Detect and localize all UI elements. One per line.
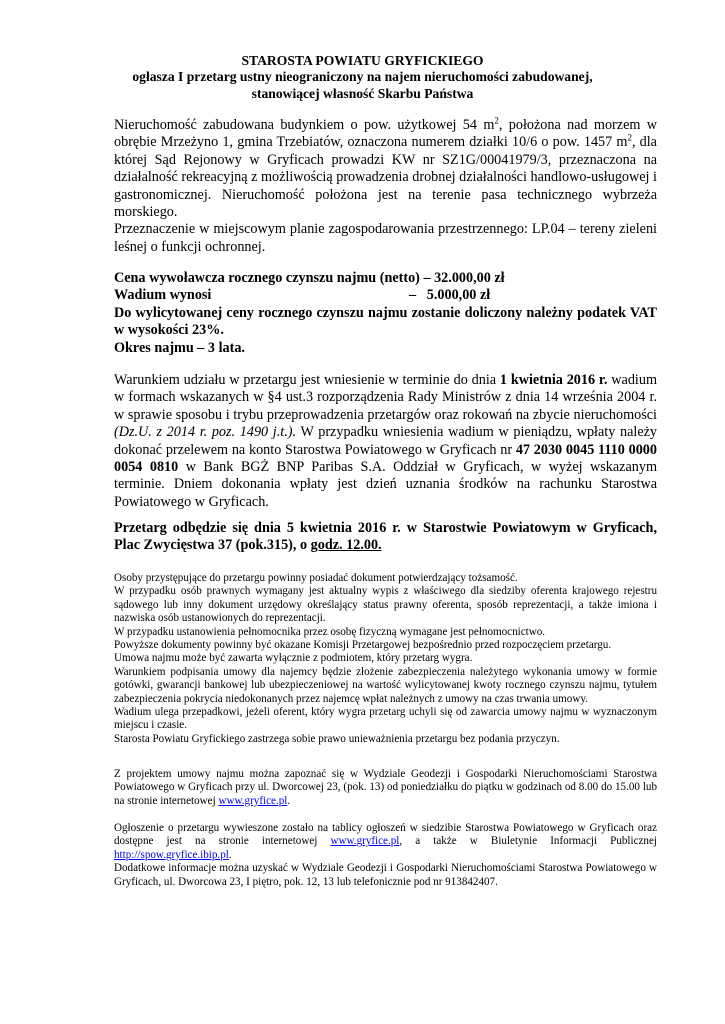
announcement-subtitle-2: stanowiącej własność Skarbu Państwa: [251, 86, 474, 101]
note-2: W przypadku osób prawnych wymagany jest aktualny wypis z właściwego dla siedziby oferenta krajowego rejestru sądowego lub inny dokument urzędowy określający status prawny oferenta, sposób reprezentacji, a także imiona i nazwiska osób ustanowionych do reprezentacji.: [114, 585, 657, 625]
property-text-b: , położona nad morzem w obrębie Mrzeżyno 1, gmina Trzebiatów, oznaczona numerem działki 10/6 o pow. 1457 m: [114, 117, 657, 151]
draft-text: Z projektem umowy najmu można zapoznać się w Wydziale Geodezji i Gospodarki Nieruchomościami Starostwa Powiatowego w Gryficach przy ul. Dworcowej 23, (pok. 13) od poniedziałku do piątku w godzinach od 8.00 do 15.00 lub na stronie internetowej: [114, 768, 657, 807]
zoning-paragraph: Przeznaczenie w miejscowym planie zagospodarowania przestrzennego: LP.04 – tereny zieleni leśnej o funkcji ochronnej.: [114, 221, 657, 255]
property-text-a: Nieruchomość zabudowana budynkiem o pow. użytkowej 54 m: [114, 117, 495, 133]
publication-info: [114, 822, 657, 889]
website-link[interactable]: www.gryfice.pl: [218, 794, 288, 807]
draft-contract-info: [114, 768, 657, 808]
participation-conditions: [114, 372, 657, 511]
period-line: Okres najmu – 3 lata.: [114, 339, 245, 356]
draft-end: .: [287, 794, 291, 807]
footer-text-c: .: [228, 848, 232, 861]
terms-block: [114, 270, 657, 357]
note-7: Wadium ulega przepadkowi, jeżeli oferent, który wygra przetarg uchyli się od zawarcia umowy najmu w wyznaczonym miejscu i czasie.: [114, 706, 657, 732]
note-3: W przypadku ustanowienia pełnomocnika przez osobę fizyczną wymagane jest pełnomocnictwo.: [114, 625, 546, 638]
notes-block: [114, 572, 657, 746]
bank-account-number: 47 2030 0045 1110 0000 0054 0810: [114, 441, 657, 476]
footer-text-a: Ogłoszenie o przetargu wywieszone zostało na tablicy ogłoszeń w siedzibie Starostwa Powiatowego w Gryficach oraz dostępne jest na stronie internetowej: [114, 822, 657, 848]
auction-notice: [114, 520, 657, 555]
deposit-label: Wadium wynosi: [114, 287, 212, 304]
auction-text: Przetarg odbędzie się dnia 5 kwietnia 2016 r. w Starostwie Powiatowym w Gryficach, Plac Zwycięstwa 37 (pok.315), o: [114, 520, 657, 554]
conditions-text-c: W przypadku wniesienia wadium w pieniądzu, wpłaty należy dokonać przelewem na konto Starostwa Powiatowego w Gryficach nr: [114, 424, 658, 458]
deposit-line: [114, 287, 657, 304]
note-4: Powyższe dokumenty powinny być okazane Komisji Przetargowej bezpośrednio przed rozpoczęciem przetargu.: [114, 639, 612, 652]
bip-link[interactable]: http://spow.gryfice.ibip.pl: [114, 848, 229, 861]
note-5: Umowa najmu może być zawarta wyłącznie z podmiotem, który przetarg wygra.: [114, 652, 473, 665]
deposit-value: – 5.000,00 zł: [409, 287, 491, 304]
website-link-2[interactable]: www.gryfice.pl: [330, 835, 400, 848]
conditions-text-b: wadium w formach wskazanych w §4 ust.3 rozporządzenia Rady Ministrów z dnia 14 września 2004 r. w sprawie sposobu i trybu przeprowadzenia przetargów oraz rokowań na zbycie nieruchomości: [114, 372, 657, 423]
legal-citation: (Dz.U. z 2014 r. poz. 1490 j.t.).: [114, 424, 297, 441]
note-8: Starosta Powiatu Gryfickiego zastrzega sobie prawo unieważnienia przetargu bez podania przyczyn.: [114, 732, 560, 745]
superscript-2: 2: [494, 115, 499, 126]
announcement-title: STAROSTA POWIATU GRYFICKIEGO: [241, 53, 484, 68]
conditions-text-d: w Bank BGŻ BNP Paribas S.A. Oddział w Gryficach, w wyżej wskazanym terminie. Dniem dokonania wpłaty jest dzień uznania środków na rachunku Starostwa Powiatowego w Gryficach.: [114, 459, 657, 510]
auction-time: godz. 12.00.: [310, 537, 382, 554]
footer-text-b: , a także w Biuletynie Informacji Publicznej: [399, 835, 657, 848]
conditions-text-a: Warunkiem udziału w przetargu jest wniesienie w terminie do dnia: [114, 372, 500, 388]
announcement-subtitle: ogłasza I przetarg ustny nieograniczony na najem nieruchomości zabudowanej,: [132, 69, 593, 84]
property-description: [114, 117, 657, 256]
deposit-deadline: 1 kwietnia 2016 r.: [499, 372, 608, 388]
note-6: Warunkiem podpisania umowy dla najemcy będzie złożenie zabezpieczenia należytego wykonania umowy w formie gotówki, gwarancji bankowej lub ubezpieczeniowej na wartość wylicytowanej kwoty rocznego czynszu najmu, tytułem zabezpieczenia pokrycia niedokonanych przez najemcę wpłat należnych z umowy na czas trwania umowy.: [114, 665, 657, 705]
vat-line: Do wylicytowanej ceny rocznego czynszu najmu zostanie doliczony należny podatek VAT w wysokości 23%.: [114, 304, 657, 339]
additional-info: Dodatkowe informacje można uzyskać w Wydziale Geodezji i Gospodarki Nieruchomościami Starostwa Powiatowego w Gryficach, ul. Dworcowa 23, I piętro, pok. 12, 13 lub telefonicznie pod nr 913842407.: [114, 862, 657, 888]
property-text-c: , dla której Sąd Rejonowy w Gryficach prowadzi KW nr SZ1G/00041979/3, przeznaczona na działalność rekreacyjną z możliwością prowadzenia drobnej działalności handlowo-usługowej i gastronomicznej. Nieruchomość położona jest na terenie pasa technicznego wybrzeża morskiego.: [114, 134, 657, 221]
note-1: Osoby przystępujące do przetargu powinny posiadać dokument potwierdzający tożsamość.: [114, 572, 518, 584]
price-line: Cena wywoławcza rocznego czynszu najmu (netto) – 32.000,00 zł: [114, 270, 505, 286]
superscript-2b: 2: [627, 132, 632, 143]
